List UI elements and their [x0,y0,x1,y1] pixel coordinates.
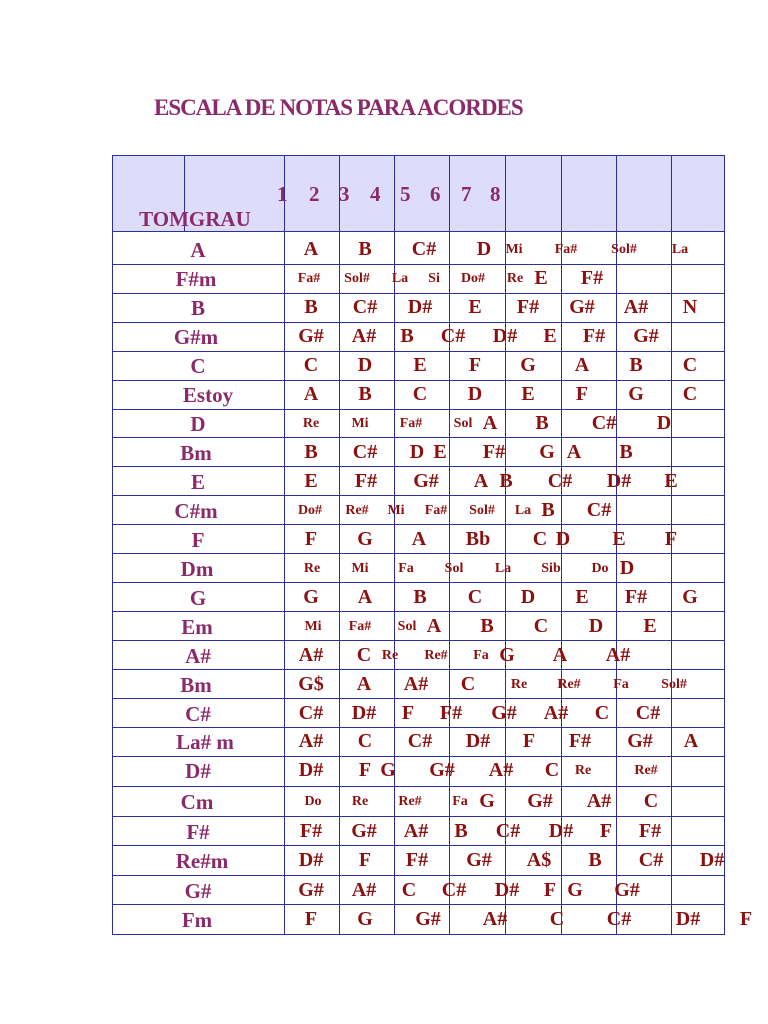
note-cell: C [549,908,565,930]
note-cell: F# [580,267,604,289]
note-cell: C# [591,412,617,434]
key-label: G# [184,879,212,903]
note-cell: A# [543,702,569,724]
note-cell: Sol [453,416,473,431]
note-cell: A [357,586,373,608]
note-cell: C [544,759,560,781]
table-row-rule [112,155,725,156]
note-cell: A# [298,644,324,666]
note-cell: C# [606,908,632,930]
note-cell: Re [302,416,320,431]
table-row-rule [112,409,725,410]
note-cell: F [739,908,753,930]
note-cell: D [555,528,571,550]
note-cell: C# [635,702,661,724]
note-cell: G [357,908,373,930]
note-cell: A# [623,296,649,318]
note-cell: Fa [473,648,489,663]
note-cell: D [467,383,483,405]
note-cell: E [534,267,548,289]
table-row-rule [112,466,725,467]
note-cell: F [575,383,589,405]
note-cell: F [599,820,613,842]
note-cell: G# [466,849,492,871]
note-cell: B [535,412,549,434]
note-cell: B [413,586,427,608]
table-row-rule [112,582,725,583]
note-cell: F [543,879,557,901]
note-cell: F# [299,820,323,842]
key-label: Dm [180,557,214,581]
note-cell: Fa# [424,503,448,518]
note-cell: E [612,528,626,550]
table-row-rule [112,495,725,496]
note-cell: F# [482,441,506,463]
note-cell: Fa [452,794,468,809]
note-cell: A# [586,790,612,812]
table-column-rule [284,155,285,934]
note-cell: Do [591,561,609,576]
key-label: F#m [175,267,217,291]
note-cell: D [409,441,425,463]
note-cell: G [303,586,319,608]
note-cell: B [629,354,643,376]
key-label: C#m [174,499,218,523]
note-cell: A [356,673,372,695]
key-label: D# [185,759,211,783]
table-row-rule [112,640,725,641]
note-cell: F [468,354,482,376]
table-row-rule [112,669,725,670]
note-cell: G# [527,790,553,812]
note-cell: D# [351,702,377,724]
note-cell: A# [403,673,429,695]
note-cell: A [473,470,489,492]
key-label: A# [185,644,211,668]
key-label: G#m [173,325,219,349]
note-cell: B [454,820,468,842]
header-degree: 3 [339,182,350,206]
note-cell: A [482,412,498,434]
note-cell: D# [675,908,701,930]
key-label: A [190,238,206,262]
table-row-rule [112,524,725,525]
note-cell: Do [304,794,322,809]
note-cell: G# [298,879,324,901]
header-degree: 8 [490,182,501,206]
note-cell: D [588,615,604,637]
note-cell: G [539,441,555,463]
note-cell: Re# [557,677,581,692]
note-cell: C [401,879,417,901]
note-cell: G [628,383,644,405]
table-column-rule [112,155,113,934]
table-row-rule [112,934,725,935]
note-cell: C [356,644,372,666]
note-cell: G# [633,325,659,347]
note-cell: F [358,759,372,781]
note-cell: B [358,238,372,260]
note-cell: C [533,615,549,637]
note-cell: G# [614,879,640,901]
note-cell: C# [440,325,466,347]
note-cell: B [499,470,513,492]
key-label: Bm [180,441,212,465]
table-column-rule [724,155,725,934]
note-cell: Do# [297,503,323,518]
note-cell: A [411,528,427,550]
note-cell: C [460,673,476,695]
note-cell: D# [465,730,491,752]
note-cell: G [682,586,698,608]
note-cell: G# [413,470,439,492]
table-row-rule [112,264,725,265]
note-cell: Re# [424,648,448,663]
note-cell: F# [405,849,429,871]
note-cell: D [476,238,492,260]
note-cell: D [520,586,536,608]
table-row-rule [112,611,725,612]
table-column-rule [339,155,340,934]
note-cell: E [468,296,482,318]
note-cell: G [479,790,495,812]
note-cell: Re [303,561,321,576]
note-cell: A [683,730,699,752]
note-cell: Sol# [661,677,687,692]
note-cell: Re# [398,794,422,809]
note-cell: F [664,528,678,550]
note-cell: F# [638,820,662,842]
note-cell: Fa# [554,242,578,257]
key-label: Em [181,615,213,639]
table-row-rule [112,875,725,876]
note-cell: B [400,325,414,347]
table-row-rule [112,351,725,352]
table-row-rule [112,904,725,905]
header-degree: 1 [277,182,288,206]
note-cell: E [521,383,535,405]
key-label: G [189,586,207,610]
note-cell: G# [627,730,653,752]
note-cell: C [467,586,483,608]
note-cell: Re# [345,503,369,518]
table-row-rule [112,786,725,787]
note-cell: Fa# [399,416,423,431]
header-degree: 4 [370,182,381,206]
note-cell: Sol# [344,271,370,286]
note-cell: D [656,412,672,434]
note-cell: La [671,242,689,257]
note-cell: Mi [351,416,369,431]
note-cell: Sib [541,561,561,576]
note-cell: A [303,383,319,405]
key-label: La# m [176,730,234,754]
note-cell: A# [403,820,429,842]
note-cell: D [357,354,373,376]
note-cell: Sol [444,561,464,576]
key-label: D [190,412,206,436]
note-cell: C# [495,820,521,842]
note-cell: Mi [304,619,322,634]
note-cell: D# [492,325,518,347]
note-cell: B [588,849,602,871]
note-cell: G# [569,296,595,318]
table-row-rule [112,322,725,323]
note-cell: Mi [387,503,405,518]
note-cell: C [357,730,373,752]
note-cell: F [358,849,372,871]
note-cell: A [566,441,582,463]
note-cell: C# [441,879,467,901]
note-cell: N [682,296,698,318]
note-cell: Re# [634,763,658,778]
note-cell: A [574,354,590,376]
note-cell: G [499,644,515,666]
note-cell: C [643,790,659,812]
key-label: Re#m [175,849,229,873]
note-cell: F [522,730,536,752]
key-label: E [190,470,206,494]
key-label: B [190,296,206,320]
note-cell: Re [574,763,592,778]
note-cell: D# [407,296,433,318]
note-cell: E [664,470,678,492]
key-label: F# [186,820,210,844]
note-cell: Sol# [611,242,637,257]
key-label: C [190,354,206,378]
note-cell: G$ [298,673,324,695]
note-cell: G [357,528,373,550]
note-cell: A# [482,908,508,930]
note-cell: A [303,238,319,260]
note-cell: Bb [465,528,491,550]
note-cell: B [304,296,318,318]
note-cell: Mi [505,242,523,257]
note-cell: D# [298,849,324,871]
note-cell: F [304,908,318,930]
note-cell: F [401,702,415,724]
note-cell: G [520,354,536,376]
note-cell: La [514,503,532,518]
header-grau: GRAU [188,207,251,231]
note-cell: A# [351,879,377,901]
note-cell: C# [638,849,664,871]
table-row-rule [112,553,725,554]
header-degree: 6 [430,182,441,206]
note-cell: Fa# [297,271,321,286]
note-cell: C [532,528,548,550]
note-cell: C# [352,441,378,463]
note-cell: F [304,528,318,550]
note-cell: B [480,615,494,637]
note-cell: G# [429,759,455,781]
note-cell: Si [428,271,440,286]
note-cell: C# [407,730,433,752]
note-cell: Sol [397,619,417,634]
note-cell: G# [298,325,324,347]
note-cell: C [303,354,319,376]
note-cell: A# [605,644,631,666]
note-cell: E [433,441,447,463]
note-cell: A# [351,325,377,347]
note-cell: F# [624,586,648,608]
table-row-rule [112,380,725,381]
note-cell: Re [381,648,399,663]
table-row-rule [112,756,725,757]
note-cell: C [682,354,698,376]
note-cell: D# [298,759,324,781]
table-header [121,182,501,257]
note-cell: G# [491,702,517,724]
note-cell: D# [494,879,520,901]
note-cell: G# [351,820,377,842]
key-label: Estoy [182,383,234,407]
note-cell: Fa# [348,619,372,634]
key-label: Fm [181,908,213,932]
note-cell: C# [411,238,437,260]
note-cell: A [552,644,568,666]
note-cell: La [494,561,512,576]
note-cell: Re [506,271,524,286]
note-cell: C [412,383,428,405]
table-row-rule [112,437,725,438]
note-cell: D# [606,470,632,492]
note-cell: G [567,879,583,901]
note-cell: F# [582,325,606,347]
table-row-rule [112,727,725,728]
table-column-rule [449,155,450,934]
note-cell: Sol# [469,503,495,518]
note-cell: E [575,586,589,608]
note-cell: B [304,441,318,463]
table-row-rule [112,698,725,699]
note-cell: F# [439,702,463,724]
note-cell: B [541,499,555,521]
note-cell: F# [516,296,540,318]
note-cell: D [619,557,635,579]
note-cell: G# [415,908,441,930]
note-cell: C [594,702,610,724]
note-cell: A# [488,759,514,781]
note-cell: B [358,383,372,405]
table-row-rule [112,845,725,846]
note-cell: C# [298,702,324,724]
key-label: C# [185,702,211,726]
key-label: F [191,528,205,552]
note-cell: D# [548,820,574,842]
note-cell: Re [351,794,369,809]
note-cell: D# [699,849,725,871]
note-cell: Mi [351,561,369,576]
note-cell: Re [510,677,528,692]
key-label: Bm [180,673,212,697]
note-cell: A [426,615,442,637]
note-cell: E [643,615,657,637]
note-cell: Fa [613,677,629,692]
header-degree: 2 [309,182,320,206]
note-cell: C [682,383,698,405]
header-degree: 5 [400,182,411,206]
table-row-rule [112,816,725,817]
note-cell: E [304,470,318,492]
header-tom: TOM [139,207,189,231]
note-cell: La [391,271,409,286]
note-cell: C# [352,296,378,318]
table-row-rule [112,293,725,294]
key-label: Cm [180,790,214,814]
note-cell: C# [586,499,612,521]
note-cell: C# [547,470,573,492]
note-cell: F# [354,470,378,492]
note-cell: E [543,325,557,347]
note-cell: F# [568,730,592,752]
note-cell: G [380,759,396,781]
note-cell: B [619,441,633,463]
note-cell: A$ [526,849,552,871]
note-cell: Do# [460,271,486,286]
note-cell: E [413,354,427,376]
page-title: ESCALA DE NOTAS PARA ACORDES [154,95,523,120]
note-cell: Fa [398,561,414,576]
header-degree: 7 [461,182,472,206]
note-cell: A# [298,730,324,752]
